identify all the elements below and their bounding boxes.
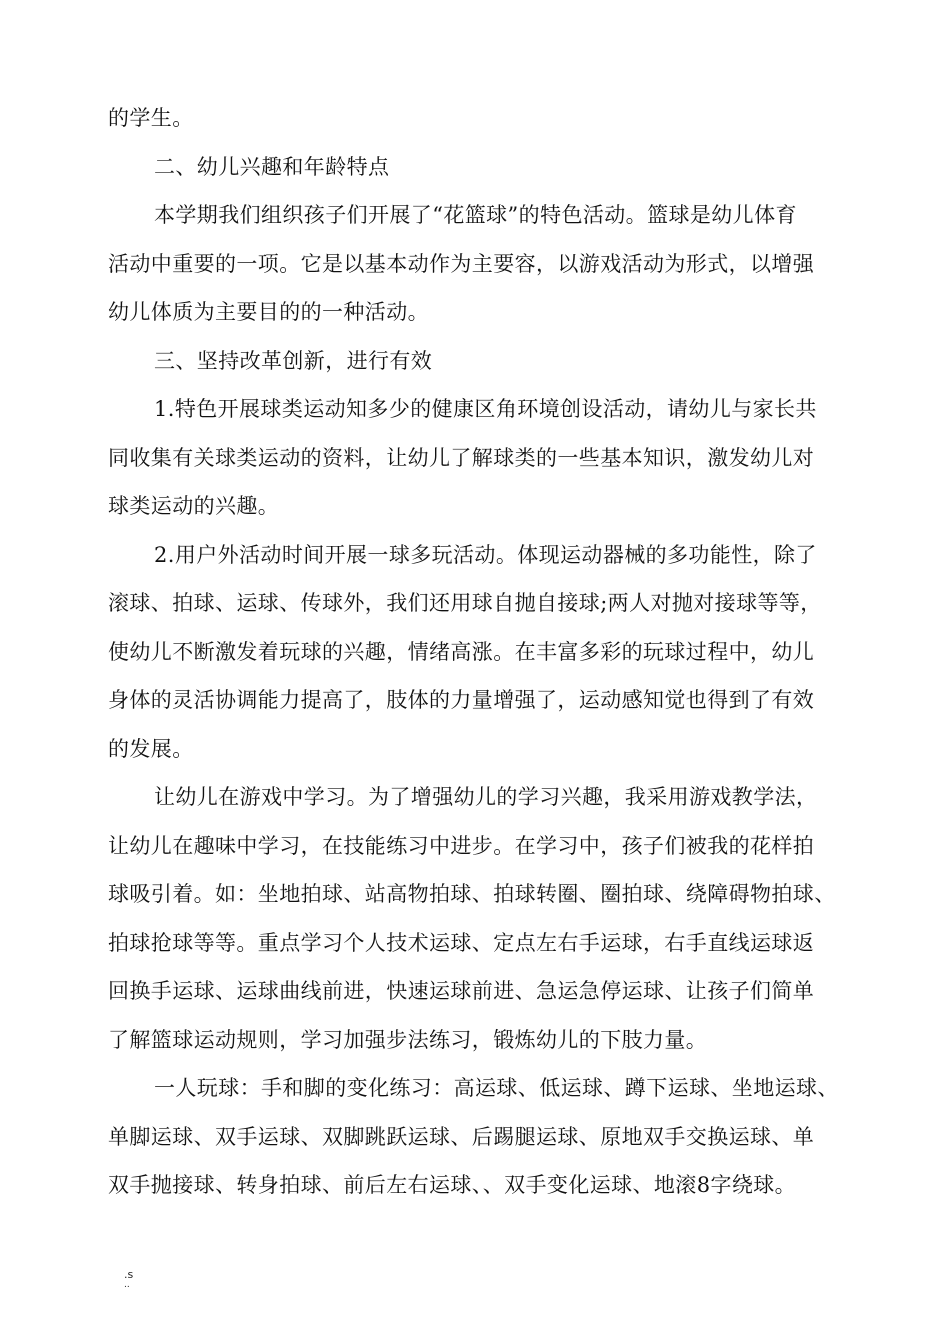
text-line: 本学期我们组织孩子们开展了“花篮球”的特色活动。篮球是幼儿体育 xyxy=(154,203,797,227)
document-body xyxy=(108,94,852,1210)
text-line: 让幼儿在游戏中学习。为了增强幼儿的学习兴趣，我采用游戏教学法， xyxy=(154,785,818,809)
text-line: 回换手运球、运球曲线前进，快速运球前进、急运急停运球、让孩子们简单 xyxy=(108,979,815,1003)
footer-mark: .s xyxy=(124,1268,134,1281)
text-line: 球类运动的兴趣。 xyxy=(108,494,280,518)
page-footer xyxy=(124,1268,133,1290)
text-line: 拍球抢球等等。重点学习个人技术运球、定点左右手运球，右手直线运球返 xyxy=(108,930,815,955)
footer-dots: .. xyxy=(124,1280,130,1290)
text-line: 幼儿体质为主要目的的一种活动。 xyxy=(108,300,429,324)
text-line: 双手抛接球、转身拍球、前后左右运球、、双手变化运球、地滚8字绕球。 xyxy=(108,1173,797,1197)
text-line: 身体的灵活协调能力提高了，肢体的力量增强了，运动感知觉也得到了有效 xyxy=(108,688,815,712)
text-line: 活动中重要的一项。它是以基本动作为主要容，以游戏活动为形式，以增强 xyxy=(108,251,815,276)
text-line: 2.用户外活动时间开展一球多玩活动。体现运动器械的多功能性，除了 xyxy=(154,542,817,567)
text-line: 单脚运球、双手运球、双脚跳跃运球、后踢腿运球、原地双手交换运球、单 xyxy=(108,1124,815,1149)
text-line: 一人玩球：手和脚的变化练习：高运球、低运球、蹲下运球、坐地运球、 xyxy=(154,1076,839,1100)
text-line: 滚球、拍球、运球、传球外，我们还用球自抛自接球;两人对抛对接球等等， xyxy=(108,591,822,615)
text-line: 让幼儿在趣味中学习，在技能练习中进步。在学习中，孩子们被我的花样拍 xyxy=(108,833,815,858)
text-line: 的发展。 xyxy=(108,736,194,761)
text-line: 球吸引着。如：坐地拍球、站高物拍球、拍球转圈、圈拍球、绕障碍物拍球、 xyxy=(108,882,836,906)
text-line: 使幼儿不断激发着玩球的兴趣，情绪高涨。在丰富多彩的玩球过程中，幼儿 xyxy=(108,639,815,664)
text-line: 了解篮球运动规则，学习加强步法练习，锻炼幼儿的下肢力量。 xyxy=(108,1027,708,1052)
section-heading: 二、幼儿兴趣和年龄特点 xyxy=(154,154,390,179)
text-line: 同收集有关球类运动的资料，让幼儿了解球类的一些基本知识，激发幼儿对 xyxy=(108,445,815,470)
text-line: 的学生。 xyxy=(108,106,194,130)
text-line: 1.特色开展球类运动知多少的健康区角环境创设活动，请幼儿与家长共 xyxy=(154,397,817,421)
section-heading: 三、坚持改革创新，进行有效 xyxy=(154,348,433,373)
